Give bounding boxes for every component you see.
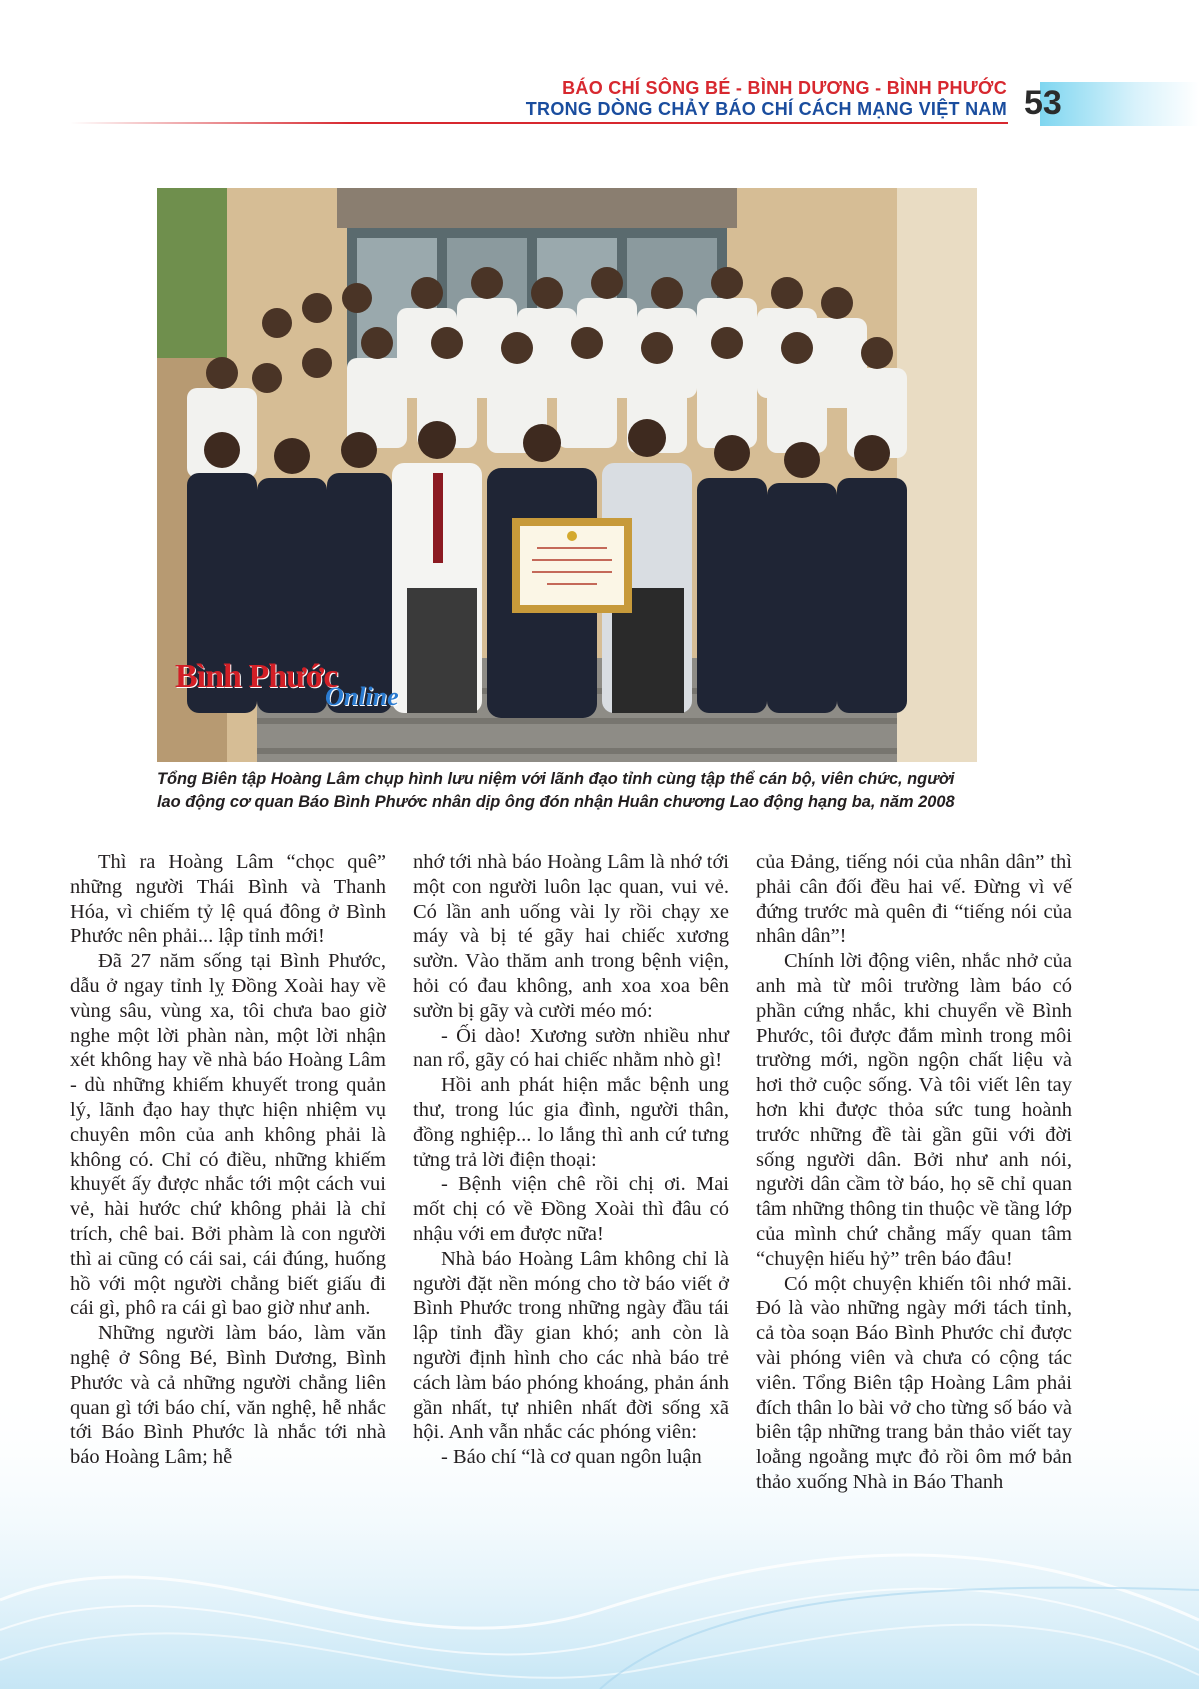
photo-caption: Tổng Biên tập Hoàng Lâm chụp hình lưu niệm với lãnh đạo tỉnh cùng tập thể cán bộ, viên chức, người lao động cơ quan Báo Bình Phước nhân dịp ông đón nhận Huân chương Lao động hạng ba, năm 2008 xyxy=(157,770,955,811)
paragraph: của Đảng, tiếng nói của nhân dân” thì phải cân đối đều hai vế. Đừng vì vế đứng trước mà quên đi “tiếng nói của nhân dân”! xyxy=(756,851,1072,948)
article-column-1 xyxy=(70,850,386,1470)
article-column-3 xyxy=(756,850,1072,1495)
header-title-line2: TRONG DÒNG CHẢY BÁO CHÍ CÁCH MẠNG VIỆT NAM xyxy=(525,99,1007,119)
paragraph: - Ối dào! Xương sườn nhiều như nan rổ, gãy có hai chiếc nhằm nhò gì! xyxy=(413,1024,729,1072)
paragraph: Những người làm báo, làm văn nghệ ở Sông Bé, Bình Dương, Bình Phước và cả những người chẳng liên quan gì tới báo chí, văn nghệ, hễ nhắc tới Báo Bình Phước là nhắc tới nhà báo Hoàng Lâm; hễ xyxy=(70,1322,386,1469)
photo-watermark: Bình Phước xyxy=(175,658,338,695)
article-column-2 xyxy=(413,850,729,1470)
group-photo xyxy=(157,188,977,762)
paragraph: - Báo chí “là cơ quan ngôn luận xyxy=(441,1446,702,1469)
paragraph: nhớ tới nhà báo Hoàng Lâm là nhớ tới một con người luôn lạc quan, vui vẻ. Có lần anh uống vài ly rồi chạy xe máy và bị té gãy hai chiếc xương sườn. Vào thăm anh trong bệnh viện, hỏi có đau không, anh xoa xoa bên sườn bị gãy và cười méo mó: xyxy=(413,851,729,1022)
paragraph: Thì ra Hoàng Lâm “chọc quê” những người Thái Bình và Thanh Hóa, vì chiếm tỷ lệ quá đông ở Bình Phước nên phải... lập tỉnh mới! xyxy=(70,851,386,948)
header-title-line1: BÁO CHÍ SÔNG BÉ - BÌNH DƯƠNG - BÌNH PHƯỚC xyxy=(562,78,1007,98)
paragraph: Có một chuyện khiến tôi nhớ mãi. Đó là vào những ngày mới tách tỉnh, cả tòa soạn Báo Bình Phước chỉ được vài phóng viên và chưa có cộng tác viên. Tổng Biên tập Hoàng Lâm phải đích thân lo bài vở cho từng số báo và biên tập những trang bản thảo viết tay loằng ngoằng mực đỏ rồi ôm mớ bản thảo xuống Nhà in Báo Thanh xyxy=(756,1272,1072,1493)
photo-watermark-sub: Online xyxy=(325,682,399,711)
paragraph: Hồi anh phát hiện mắc bệnh ung thư, trong lúc gia đình, người thân, đồng nghiệp... lo lắng thì anh cứ tưng tửng trả lời điện thoại: xyxy=(413,1074,729,1171)
page-number: 53 xyxy=(1024,84,1062,122)
header-accent-bar xyxy=(1040,82,1199,126)
header-rule xyxy=(70,122,1008,124)
paragraph: Đã 27 năm sống tại Bình Phước, dẫu ở ngay tỉnh lỵ Đồng Xoài hay về vùng sâu, vùng xa, tôi chưa bao giờ nghe một lời phàn nàn, một lời nhận xét không hay về nhà báo Hoàng Lâm - dù những khiếm khuyết trong quản lý, lãnh đạo hay thực hiện nhiệm vụ chuyên môn của anh không phải là không có. Chỉ có điều, những khiếm khuyết ấy được nhắc tới một cách vui vẻ, hài hước chứ không phải là chỉ trích, chê bai. Bởi phàm là con người thì ai cũng có cái sai, cái đúng, huống hồ với một người chẳng biết giấu đi cái gì, phô ra cái gì bao giờ như anh. xyxy=(70,950,386,1320)
paragraph: - Bệnh viện chê rồi chị ơi. Mai mốt chị có về Đồng Xoài thì đâu có nhậu với em được nữa! xyxy=(413,1173,729,1245)
paragraph: Nhà báo Hoàng Lâm không chỉ là người đặt nền móng cho tờ báo viết ở Bình Phước trong những ngày đầu tái lập tỉnh đầy gian khó; anh còn là người định hình cho các nhà báo trẻ cách làm báo phóng khoáng, phản ánh gần nhất, tự nhiên nhất đời sống xã hội. Anh vẫn nhắc các phóng viên: xyxy=(413,1247,729,1444)
paragraph: Chính lời động viên, nhắc nhở của anh mà từ môi trường làm báo có phần cứng nhắc, khi chuyển về Bình Phước, tôi được đắm mình trong môi trường mới, ngồn ngộn chất liệu và hơi thở cuộc sống. Và tôi viết lên tay hơn khi được thỏa sức tung hoành trước những đề tài gần gũi với đời sống người dân. Bởi như anh nói, người dân cầm tờ báo, họ sẽ chỉ quan tâm những thông tin thuộc về tầng lớp của mình chứ chẳng mấy quan tâm “chuyện hiếu hỷ” trên báo đâu! xyxy=(756,950,1072,1270)
